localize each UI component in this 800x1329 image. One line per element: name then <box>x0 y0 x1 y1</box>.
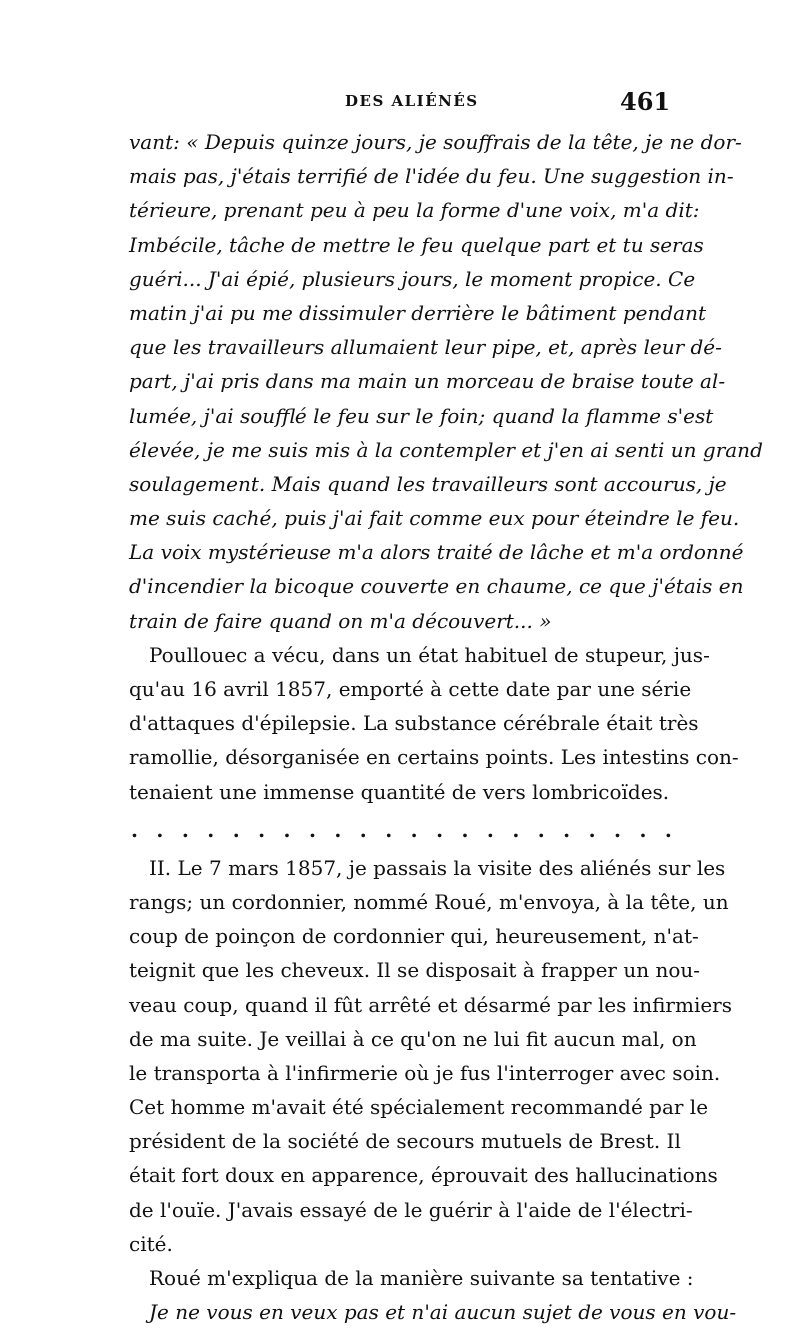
text-line: président de la société de secours mutuels de Brest. Il <box>129 1129 681 1154</box>
separator-dot: . <box>512 817 520 842</box>
text-line: matin j'ai pu me dissimuler derrière le bâtiment pendant <box>129 300 706 325</box>
separator-dot: . <box>461 817 469 842</box>
text-line: térieure, prenant peu à peu la forme d'une voix, m'a dit: <box>129 198 700 223</box>
text-line: Roué m'expliqua de la manière suivante sa tentative : <box>149 1266 694 1290</box>
text-line: Imbécile, tâche de mettre le feu quelque part et tu seras <box>129 232 704 257</box>
separator-dot: . <box>283 817 291 842</box>
text-line: part, j'ai pris dans ma main un morceau de braise toute al- <box>129 369 726 394</box>
separator-dot: . <box>588 817 596 842</box>
text-line: coup de poinçon de cordonnier qui, heureusement, n'at- <box>129 924 699 949</box>
text-line: train de faire quand on m'a découvert... » <box>129 608 552 633</box>
separator-dot: . <box>156 817 164 842</box>
body-text <box>129 125 763 1329</box>
text-line: d'attaques d'épilepsie. La substance cérébrale était très <box>129 711 699 736</box>
separator-dot: . <box>359 817 367 842</box>
text-line: d'incendier la bicoque couverte en chaume, ce que j'étais en <box>129 574 744 599</box>
text-line: me suis caché, puis j'ai fait comme eux pour éteindre le feu. <box>129 506 740 531</box>
text-line: La voix mystérieuse m'a alors traité de lâche et m'a ordonné <box>129 540 744 565</box>
separator-dot: . <box>131 817 138 842</box>
text-line: tenaient une immense quantité de vers lombricoïdes. <box>129 779 670 804</box>
separator-dot: . <box>308 817 316 842</box>
separator-dot: . <box>334 817 342 842</box>
text-line: élevée, je me suis mis à la contempler et j'en ai senti un grand <box>129 437 763 462</box>
separator-dot: . <box>258 817 266 842</box>
text-line: le transporta à l'infirmerie où je fus l'interroger avec soin. <box>129 1060 721 1085</box>
separator-dot: . <box>563 817 571 842</box>
text-line: veau coup, quand il fût arrêté et désarmé par les infirmiers <box>129 992 732 1017</box>
text-line: cité. <box>129 1231 173 1256</box>
text-line: mais pas, j'étais terrifié de l'idée du feu. Une suggestion in- <box>129 164 734 189</box>
separator-dot: . <box>385 817 393 842</box>
text-line: de l'ouïe. J'avais essayé de le guérir à l'aide de l'électri- <box>129 1197 693 1222</box>
separator-dot: . <box>410 817 418 842</box>
page-number: 461 <box>620 87 671 116</box>
separator-dot: . <box>207 817 215 842</box>
separator-dot: . <box>537 817 545 842</box>
running-title: DES ALIÉNÉS <box>345 92 479 110</box>
separator-dot: . <box>232 817 240 842</box>
text-line: soulagement. Mais quand les travailleurs sont accourus, je <box>129 471 727 496</box>
separator-dot: . <box>181 817 189 842</box>
text-line: ramollie, désorganisée en certains points. Les intestins con- <box>129 745 739 770</box>
text-line: que les travailleurs allumaient leur pipe, et, après leur dé- <box>129 335 722 360</box>
text-line: guéri... J'ai épié, plusieurs jours, le moment propice. Ce <box>129 266 696 291</box>
separator-dot: . <box>436 817 444 842</box>
ellipsis-separator <box>129 809 674 851</box>
separator-dot: . <box>639 817 647 842</box>
case-narrative-block <box>129 125 763 809</box>
text-line: lumée, j'ai soufflé le feu sur le foin; quand la flamme s'est <box>129 403 714 428</box>
case-two-block <box>129 851 737 1329</box>
text-line: Poullouec a vécu, dans un état habituel de stupeur, jus- <box>149 642 710 667</box>
separator-dot: . <box>486 817 494 842</box>
text-line: II. Le 7 mars 1857, je passais la visite des aliénés sur les <box>149 855 726 880</box>
text-line: de ma suite. Je veillai à ce qu'on ne lui fit aucun mal, on <box>129 1026 697 1051</box>
text-line: Cet homme m'avait été spécialement recommandé par le <box>129 1095 709 1120</box>
separator-dot: . <box>664 817 672 842</box>
text-line: qu'au 16 avril 1857, emporté à cette date par une série <box>129 677 692 701</box>
text-line: était fort doux en apparence, éprouvait des hallucinations <box>129 1163 718 1188</box>
text-line: rangs; un cordonnier, nommé Roué, m'envoya, à la tête, un <box>129 889 729 914</box>
separator-dot: . <box>614 817 621 842</box>
text-line: Je ne vous en veux pas et n'ai aucun sujet de vous en vou- <box>149 1300 737 1325</box>
text-line: teignit que les cheveux. Il se disposait à frapper un nou- <box>129 958 701 983</box>
text-line: vant: « Depuis quinze jours, je souffrais de la tête, je ne dor- <box>129 130 742 154</box>
